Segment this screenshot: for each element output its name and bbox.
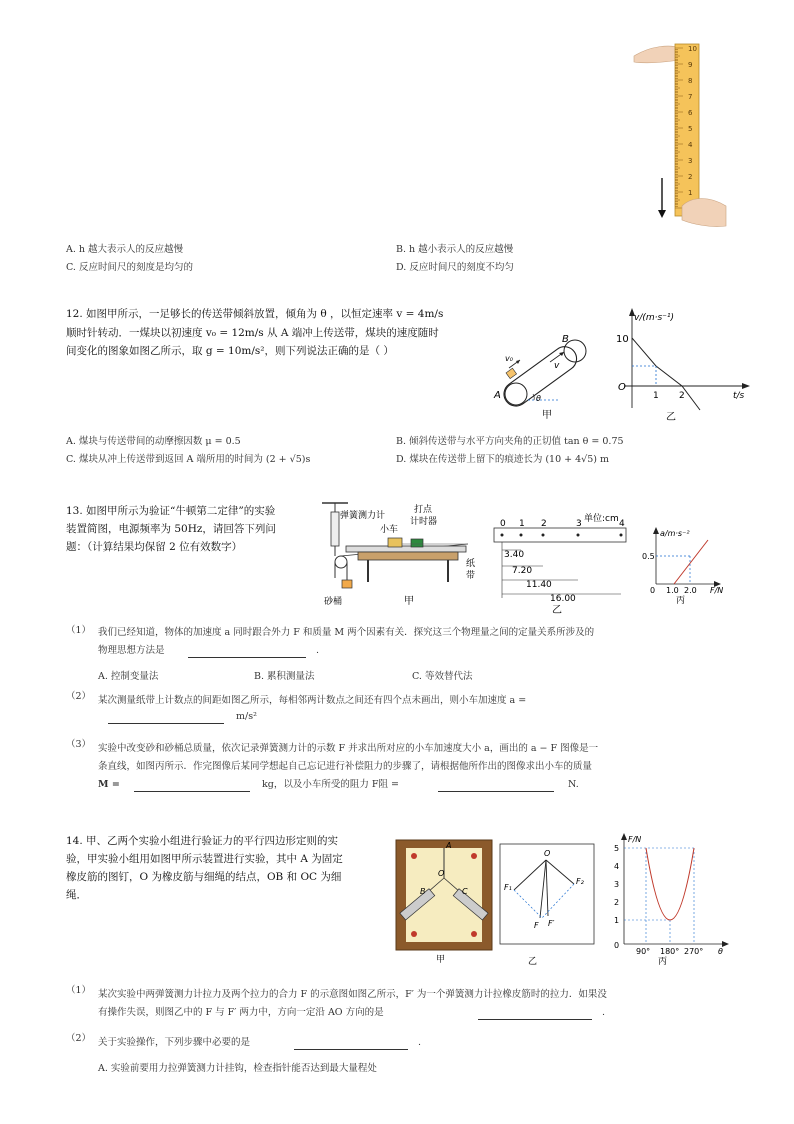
q14-board-label-o: O	[438, 869, 445, 878]
q12-label-v0: v₀	[505, 354, 513, 363]
q13-label-cart: 小车	[380, 525, 399, 535]
q13-graph-y05: 0.5	[642, 552, 655, 561]
q13-caption-yi: 乙	[552, 605, 562, 616]
ruler-tick-label: 3	[688, 157, 693, 165]
q13-tape-p4: 4	[619, 519, 625, 529]
q13-label-timer1: 打点	[414, 505, 433, 515]
q14-force-diagram	[498, 842, 598, 966]
q13-tape-figure	[488, 510, 636, 616]
q13-tape-d1: 3.40	[504, 550, 525, 560]
q12-stem-line3: 间变化的图象如图乙所示，取 g = 10m/s²，则下列说法正确的是（ ）	[66, 345, 394, 357]
q13-sub3-mass-blank[interactable]	[134, 780, 250, 792]
q14-board-label-b: B	[420, 887, 426, 896]
q13-sub1-option-b[interactable]: B. 累积测量法	[254, 671, 315, 682]
q14-diagram-label-fprime: F′	[548, 919, 555, 928]
q11-option-c[interactable]: C. 反应时间尺的刻度是均匀的	[66, 262, 193, 273]
q13-tape-p3: 3	[576, 519, 582, 529]
q14-f-theta-graph	[606, 832, 732, 966]
q13-sub2-answer-blank[interactable]	[108, 712, 224, 724]
ruler-tick-label: 9	[688, 61, 693, 69]
q13-tape-d4: 16.00	[550, 594, 576, 604]
q13-graph-origin: 0	[650, 586, 656, 595]
q13-label-tape2: 带	[466, 571, 476, 581]
q14-caption-yi: 乙	[528, 957, 538, 967]
q14-graph-xlabel: θ	[718, 947, 723, 956]
q11-option-b[interactable]: B. h 越小表示人的反应越慢	[396, 244, 514, 255]
q13-sub3-number: （3）	[66, 739, 92, 750]
q14-sub2-option-a[interactable]: A. 实验前要用力拉弹簧测力计挂钩，检查指针能否达到最大量程处	[98, 1063, 377, 1074]
q13-sub2-text: 某次测量纸带上计数点的间距如图乙所示，每相邻两计数点之间还有四个点未画出，则小车加速度 a =	[98, 695, 527, 706]
ruler-tick-label: 2	[688, 173, 693, 181]
q12-graph-origin: O	[618, 382, 626, 393]
q13-sub1-number: （1）	[66, 625, 92, 636]
q12-stem-line2: 顺时针转动．一煤块以初速度 v₀ = 12m/s 从 A 端冲上传送带，煤块的速度随时	[66, 327, 439, 339]
q14-graph-y4: 4	[614, 862, 620, 871]
q12-label-theta: θ	[536, 394, 541, 403]
q14-sub2-period: .	[418, 1037, 422, 1048]
q13-sub2-unit: m/s²	[236, 711, 257, 722]
q12-stem-line1: 12. 如图甲所示，一足够长的传送带倾斜放置，倾角为 θ ，以恒定速率 v = 4m/s	[66, 308, 444, 320]
q14-diagram-label-f: F	[534, 921, 539, 930]
ruler-tick-label: 6	[688, 109, 693, 117]
q13-sub1-text1: 我们已经知道，物体的加速度 a 同时跟合外力 F 和质量 M 两个因素有关．探究这三个物理量之间的定量关系所涉及的	[98, 627, 595, 638]
q13-tape-d2: 7.20	[512, 566, 533, 576]
q14-sub2-answer-blank[interactable]	[294, 1038, 408, 1050]
q14-sub2-number: （2）	[66, 1033, 92, 1044]
q13-sub3-text2: 条直线，如图丙所示．作完图像后某同学想起自己忘记进行补偿阻力的步骤了，请根据他所作出的图像求出小车的质量	[98, 761, 593, 772]
q14-sub1-answer-blank[interactable]	[478, 1008, 592, 1020]
q14-stem-line4: 绳．	[66, 889, 87, 901]
q14-sub1-number: （1）	[66, 985, 92, 996]
q13-sub1-answer-blank[interactable]	[188, 646, 306, 658]
q13-graph-ylabel: a/m·s⁻²	[660, 529, 690, 538]
q14-graph-x270: 270°	[684, 947, 704, 956]
q12-conveyor-figure	[494, 328, 604, 422]
ruler-figure	[630, 38, 730, 228]
q13-sub2-number: （2）	[66, 691, 92, 702]
ruler-tick-label: 10	[688, 45, 697, 53]
q12-graph-x2: 2	[679, 391, 685, 401]
q13-af-graph	[642, 526, 732, 606]
q14-board-label-c: C	[462, 887, 468, 896]
ruler-tick-label: 7	[688, 93, 693, 101]
ruler-tick-label: 5	[688, 125, 693, 133]
q13-tape-p0: 0	[500, 519, 506, 529]
q13-tape-p2: 2	[541, 519, 547, 529]
q12-option-a[interactable]: A. 煤块与传送带间的动摩擦因数 μ = 0.5	[66, 436, 241, 447]
q13-label-spring-scale: 弹簧测力计	[340, 511, 386, 521]
q12-caption-yi: 乙	[666, 412, 676, 423]
q14-board-label-a: A	[446, 841, 452, 850]
q14-graph-y2: 2	[614, 898, 620, 907]
q14-graph-y5: 5	[614, 844, 620, 853]
q14-sub1-period: .	[602, 1007, 606, 1018]
q13-label-bucket: 砂桶	[324, 597, 343, 607]
q13-caption-jia: 甲	[404, 596, 414, 607]
q12-graph-xlabel: t/s	[733, 391, 745, 401]
ruler-tick-label: 1	[688, 189, 693, 197]
q14-sub2-text: 关于实验操作，下列步骤中必要的是	[98, 1037, 251, 1048]
q12-option-b[interactable]: B. 倾斜传送带与水平方向夹角的正切值 tan θ = 0.75	[396, 436, 624, 447]
q13-sub1-option-a[interactable]: A. 控制变量法	[98, 671, 159, 682]
q12-caption-jia: 甲	[542, 410, 552, 421]
q14-stem-line1: 14. 甲、乙两个实验小组进行验证力的平行四边形定则的实	[66, 835, 339, 847]
q13-graph-xlabel: F/N	[710, 586, 724, 595]
ruler-tick-label: 8	[688, 77, 693, 85]
q13-stem-line3: 题：（计算结果均保留 2 位有效数字）	[66, 541, 243, 553]
q14-caption-bing: 丙	[658, 957, 668, 967]
q13-sub1-period: .	[316, 645, 320, 656]
q13-tape-p1: 1	[519, 519, 525, 529]
q13-sub3-mass-label: M =	[98, 779, 120, 790]
q14-graph-x180: 180°	[660, 947, 680, 956]
q13-graph-x1: 1.0	[666, 586, 679, 595]
q12-vt-graph	[610, 306, 760, 426]
q12-label-a: A	[494, 390, 501, 401]
q13-stem-line1: 13. 如图甲所示为验证“牛顿第二定律”的实验	[66, 505, 276, 517]
q13-caption-bing: 丙	[676, 596, 686, 606]
q14-caption-jia: 甲	[436, 955, 446, 965]
q13-tape-d3: 11.40	[526, 580, 552, 590]
ruler-tick-label: 4	[688, 141, 693, 149]
q13-sub3-force-blank[interactable]	[438, 780, 554, 792]
q11-option-a[interactable]: A. h 越大表示人的反应越慢	[66, 244, 184, 255]
q14-graph-y1: 1	[614, 916, 620, 925]
q13-graph-x2: 2.0	[684, 586, 697, 595]
q13-label-timer2: 计时器	[410, 517, 438, 527]
q13-stem-line2: 装置简图，电源频率为 50Hz，请回答下列问	[66, 523, 276, 535]
q12-graph-y10: 10	[616, 334, 629, 345]
q13-sub3-kg-label: kg，以及小车所受的阻力 F阻 =	[262, 779, 399, 790]
q13-sub1-text2: 物理思想方法是	[98, 645, 165, 656]
q14-diagram-label-f1: F₁	[504, 883, 512, 892]
q14-graph-y3: 3	[614, 880, 620, 889]
q12-label-v: v	[554, 361, 560, 371]
q13-sub3-text1: 实验中改变砂和砂桶总质量，依次记录弹簧测力计的示数 F 并求出所对应的小车加速度大小 a，画出的 a − F 图像是一	[98, 743, 599, 754]
q14-board-figure	[392, 834, 496, 964]
q12-option-c[interactable]: C. 煤块从冲上传送带到返回 A 端所用的时间为 (2 + √5)s	[66, 454, 311, 465]
q13-apparatus-figure	[318, 500, 488, 608]
q14-diagram-label-f2: F₂	[576, 877, 584, 886]
q12-graph-ylabel: v/(m·s⁻¹)	[634, 313, 675, 323]
q11-option-d[interactable]: D. 反应时间尺的刻度不均匀	[396, 262, 514, 273]
q14-stem-line3: 橡皮筋的图钉，O 为橡皮筋与细绳的结点，OB 和 OC 为细	[66, 871, 342, 883]
q14-sub1-text1: 某次实验中两弹簧测力计拉力及两个拉力的合力 F 的示意图如图乙所示，F′ 为一个弹簧测力计拉橡皮筋时的拉力．如果没	[98, 989, 607, 1000]
q12-label-b: B	[562, 334, 569, 345]
q14-sub1-text2: 有操作失误，则图乙中的 F 与 F′ 两力中，方向一定沿 AO 方向的是	[98, 1007, 384, 1018]
q13-label-tape1: 纸	[466, 559, 476, 569]
q14-graph-x90: 90°	[636, 947, 651, 956]
q13-tape-unit: 单位:cm	[584, 514, 619, 524]
q14-graph-origin: 0	[614, 941, 620, 950]
q13-sub1-option-c[interactable]: C. 等效替代法	[412, 671, 473, 682]
q12-graph-x1: 1	[653, 391, 659, 401]
q14-stem-line2: 验，甲实验小组用如图甲所示装置进行实验，其中 A 为固定	[66, 853, 343, 865]
q12-option-d[interactable]: D. 煤块在传送带上留下的痕迹长为 (10 + 4√5) m	[396, 454, 610, 465]
q14-graph-ylabel: F/N	[628, 835, 642, 844]
q13-sub3-n-label: N.	[568, 779, 579, 790]
q14-diagram-label-o: O	[544, 849, 551, 858]
